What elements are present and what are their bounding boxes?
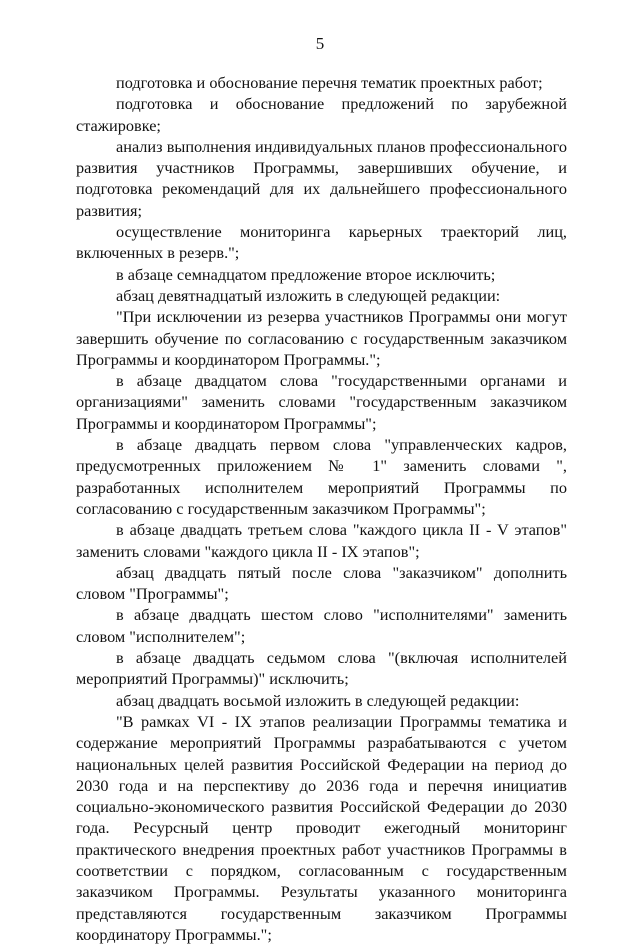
paragraph: в абзаце двадцать седьмом слова "(включая исполнителей мероприятий Программы)" исключить; — [76, 648, 567, 689]
paragraph: абзац двадцать восьмой изложить в следующей редакции: — [116, 690, 520, 710]
paragraph: "При исключении из резерва участников Программы они могут завершить обучение по согласованию с государственным заказчиком Программы и координатором Программы."; — [76, 307, 567, 369]
paragraph: абзац двадцать пятый после слова "заказчиком" дополнить словом "Программы"; — [76, 562, 567, 604]
paragraph: подготовка и обоснование предложений по зарубежной стажировке; — [76, 94, 567, 135]
paragraph: в абзаце двадцать третьем слова "каждого цикла II - V этапов" заменить словами "каждого цикла II - IX этапов"; — [76, 520, 567, 561]
paragraph: в абзаце двадцатом слова "государственными органами и организациями" заменить словами "государственным заказчиком Программы и координатором Программы"; — [76, 371, 567, 433]
paragraph: абзац девятнадцатый изложить в следующей редакции: — [116, 285, 501, 305]
page-number: 5 — [315, 34, 325, 53]
paragraph: "В рамках VI - IX этапов реализации Программы тематика и содержание мероприятий Программы разрабатываются с учетом национальных целей развития Российской Федерации на период до 2030 года и на перспективу до 2036 года и перечня инициатив социально-экономического развития Российской Федерации до 2030 года. Ресурсный центр проводит ежегодный мониторинг практического внедрения проектных работ участников Программы в соответствии с порядком, согласованным с государственным заказчиком Программы. Результаты указанного мониторинга представляются государственным заказчиком Программы координатору Программы."; — [76, 711, 567, 944]
paragraph: подготовка и обоснование перечня тематик проектных работ; — [116, 73, 543, 92]
paragraph: в абзаце двадцать шестом слово "исполнителями" заменить словом "исполнителем"; — [76, 605, 567, 646]
paragraph: осуществление мониторинга карьерных траекторий лиц, включенных в резерв."; — [76, 222, 567, 263]
paragraph: в абзаце семнадцатом предложение второе исключить; — [116, 264, 496, 284]
paragraph: в абзаце двадцать первом слова "управленческих кадров, предусмотренных приложением № 1" заменить словами ", разработанных исполнителем мероприятий Программы по согласованию с государственным заказчиком Программы"; — [76, 435, 567, 518]
paragraph: анализ выполнения индивидуальных планов профессионального развития участников Программы, завершивших обучение, и подготовка рекомендаций для их дальнейшего профессионального развития; — [76, 136, 567, 220]
document-body — [76, 72, 567, 945]
